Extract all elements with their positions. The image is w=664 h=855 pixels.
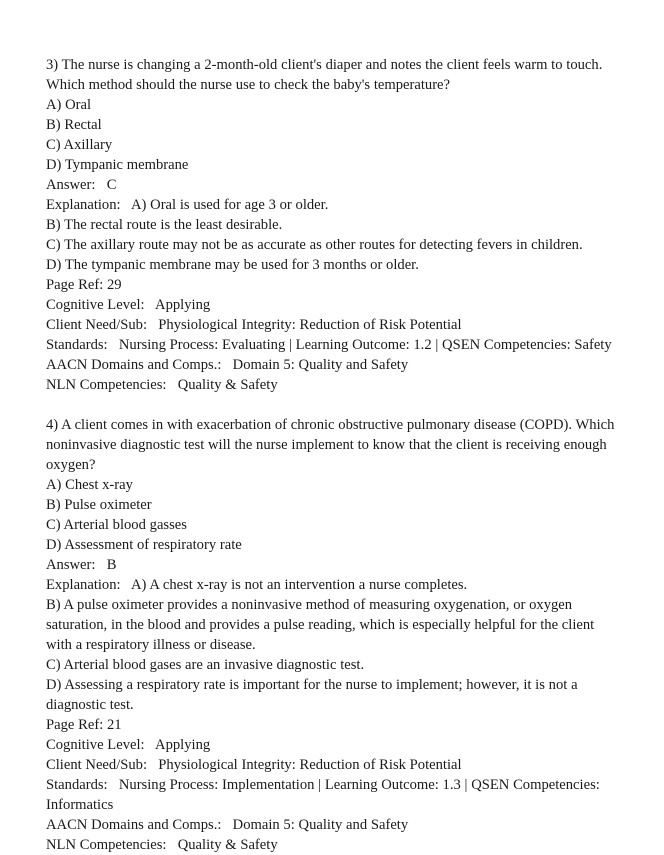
question-option: B) Rectal — [46, 117, 102, 133]
standards-line: Standards: Nursing Process: Evaluating | Learning Outcome: 1.2 | QSEN Competencies: Safety — [46, 337, 612, 353]
client-need-line: Client Need/Sub: Physiological Integrity: Reduction of Risk Potential — [46, 317, 462, 333]
question-option: A) Oral — [46, 97, 92, 113]
explanation-line: Explanation: A) Oral is used for age 3 or older. — [46, 197, 329, 213]
explanation-line: D) The tympanic membrane may be used for 3 months or older. — [46, 257, 419, 273]
question-stem: 4) A client comes in with exacerbation of chronic obstructive pulmonary disease (COPD). Which noninvasive diagnostic test will the nurse implement to know that the client is receiving enough oxygen? — [46, 417, 619, 473]
explanation-line: B) A pulse oximeter provides a noninvasive method of measuring oxygenation, or oxygen saturation, in the blood and provides a pulse reading, which is especially helpful for the client with a respiratory illness or disease. — [46, 597, 598, 653]
client-need-line: Client Need/Sub: Physiological Integrity: Reduction of Risk Potential — [46, 757, 462, 773]
question-block — [46, 55, 622, 395]
aacn-domains-line: AACN Domains and Comps.: Domain 5: Quality and Safety — [46, 357, 409, 373]
explanation-line: C) Arterial blood gases are an invasive diagnostic test. — [46, 657, 365, 673]
question-block — [46, 415, 622, 855]
aacn-domains-line: AACN Domains and Comps.: Domain 5: Quality and Safety — [46, 817, 409, 833]
question-option: A) Chest x-ray — [46, 477, 133, 493]
answer-line: Answer: B — [46, 557, 117, 573]
question-option: C) Arterial blood gasses — [46, 517, 187, 533]
explanation-line: Explanation: A) A chest x-ray is not an intervention a nurse completes. — [46, 577, 468, 593]
nln-competencies-line: NLN Competencies: Quality & Safety — [46, 837, 278, 853]
standards-line: Standards: Nursing Process: Implementation | Learning Outcome: 1.3 | QSEN Competencies: Informatics — [46, 777, 604, 813]
document-text-body — [46, 55, 622, 855]
page-ref-line: Page Ref: 21 — [46, 717, 122, 733]
question-option: D) Tympanic membrane — [46, 157, 189, 173]
question-option: C) Axillary — [46, 137, 113, 153]
question-option: D) Assessment of respiratory rate — [46, 537, 242, 553]
question-stem: 3) The nurse is changing a 2-month-old client's diaper and notes the client feels warm to touch. Which method should the nurse use to check the baby's temperature? — [46, 57, 606, 93]
explanation-line: C) The axillary route may not be as accurate as other routes for detecting fevers in children. — [46, 237, 583, 253]
page-ref-line: Page Ref: 29 — [46, 277, 122, 293]
cognitive-level-line: Cognitive Level: Applying — [46, 737, 211, 753]
answer-line: Answer: C — [46, 177, 117, 193]
explanation-line: D) Assessing a respiratory rate is important for the nurse to implement; however, it is not a diagnostic test. — [46, 677, 582, 713]
question-option: B) Pulse oximeter — [46, 497, 152, 513]
nln-competencies-line: NLN Competencies: Quality & Safety — [46, 377, 278, 393]
cognitive-level-line: Cognitive Level: Applying — [46, 297, 211, 313]
explanation-line: B) The rectal route is the least desirable. — [46, 217, 283, 233]
